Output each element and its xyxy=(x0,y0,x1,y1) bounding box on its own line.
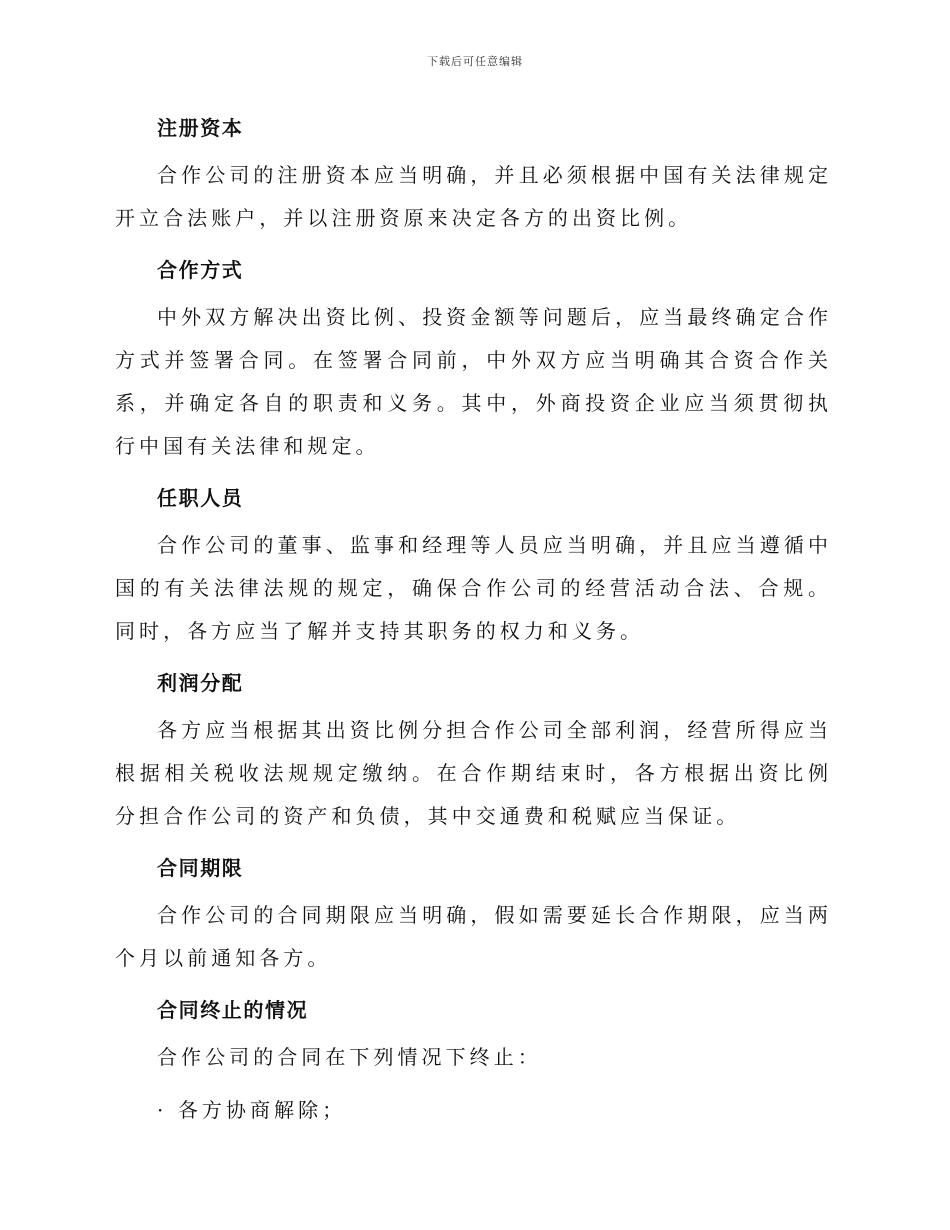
section-heading: 合作方式 xyxy=(157,258,244,282)
section-registered-capital xyxy=(115,110,832,240)
section-heading: 合同期限 xyxy=(157,856,244,880)
section-heading: 合同终止的情况 xyxy=(157,998,309,1022)
section-paragraph: 合作公司的合同期限应当明确，假如需要延长合作期限，应当两个月以前通知各方。 xyxy=(115,903,832,970)
section-heading: 利润分配 xyxy=(157,671,244,695)
section-contract-term xyxy=(115,850,832,980)
section-profit-distribution xyxy=(115,665,832,838)
bullet-item: · 各方协商解除； xyxy=(157,1098,347,1122)
section-paragraph: 中外双方解决出资比例、投资金额等问题后，应当最终确定合作方式并签署合同。在签署合同前，中外双方应当明确其合资合作关系，并确定各自的职责和义务。其中，外商投资企业应当须贯彻执行中国有关法律和规定。 xyxy=(115,305,832,458)
section-personnel xyxy=(115,480,832,653)
section-contract-termination xyxy=(115,992,832,1132)
section-cooperation-method xyxy=(115,252,832,468)
section-paragraph: 合作公司的注册资本应当明确，并且必须根据中国有关法律规定开立合法账户，并以注册资原来决定各方的出资比例。 xyxy=(115,163,832,230)
section-paragraph: 合作公司的董事、监事和经理等人员应当明确，并且应当遵循中国的有关法律法规的规定，确保合作公司的经营活动合法、合规。同时，各方应当了解并支持其职务的权力和义务。 xyxy=(115,533,832,643)
document-body xyxy=(115,110,832,1142)
section-paragraph: 各方应当根据其出资比例分担合作公司全部利润，经营所得应当根据相关税收法规规定缴纳。在合作期结束时，各方根据出资比例分担合作公司的资产和负债，其中交通费和税赋应当保证。 xyxy=(115,718,832,828)
section-intro: 合作公司的合同在下列情况下终止： xyxy=(157,1045,542,1069)
page-header: 下载后可任意编辑 xyxy=(427,55,523,68)
section-heading: 注册资本 xyxy=(157,116,244,140)
section-heading: 任职人员 xyxy=(157,486,244,510)
